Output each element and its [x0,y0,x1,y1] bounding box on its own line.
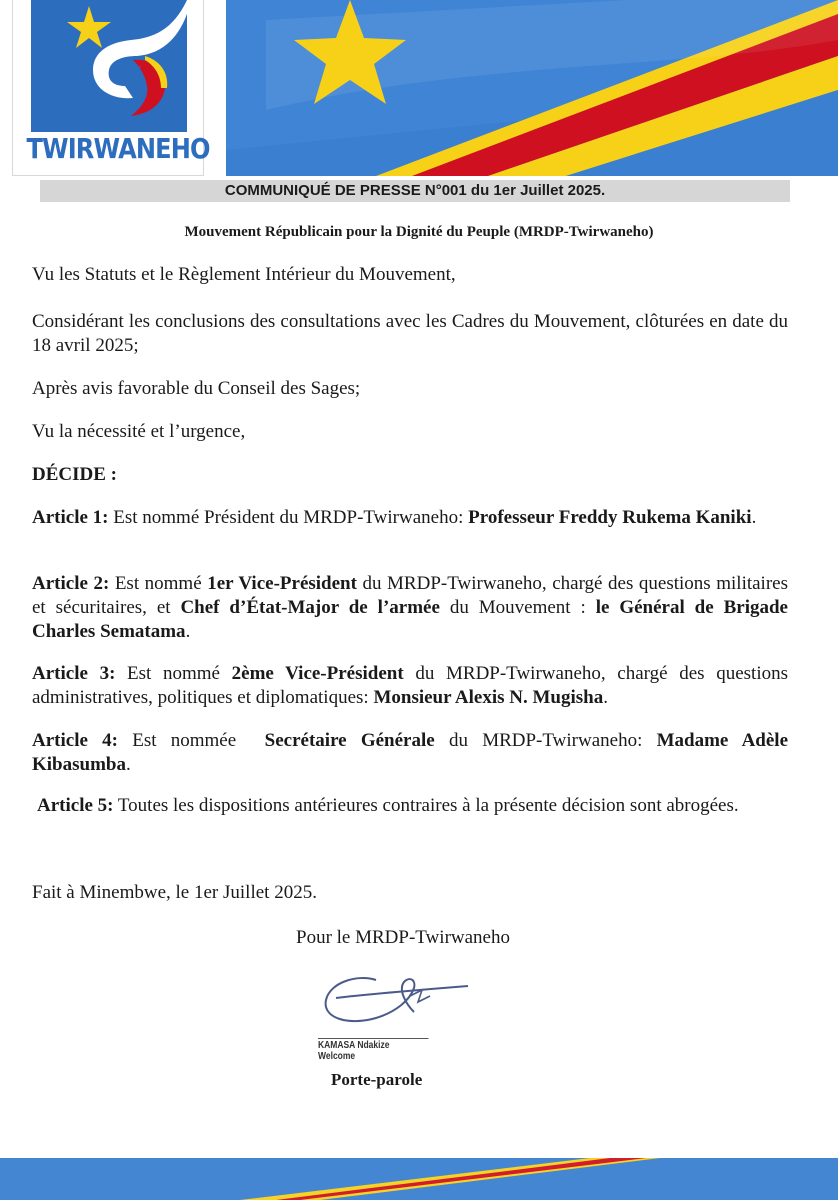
article-end: . [125,754,131,775]
article-text: Est nommé Président du MRDP-Twirwaneho: [108,507,469,528]
appointee-name: Professeur Freddy Rukema Kaniki [468,507,752,528]
article-label: Article 5: [37,795,114,816]
article-text: du MRDP-Twirwaneho: [434,730,657,751]
logo-wordmark: TWIRWANEHO [26,132,210,165]
article-5 [37,794,793,818]
signatory-role: Porte-parole [331,1070,423,1089]
preamble-urgency: Vu la nécessité et l’urgence, [32,421,246,442]
handwritten-signature [318,960,478,1040]
article-label: Article 1: [32,507,109,528]
article-text: Toutes les dispositions antérieures contraires à la présente décision sont abrogées. [113,795,739,816]
preamble-consultations: Considérant les conclusions des consultations avec les Cadres du Mouvement, clôturées en date du 18 avril 2025; [32,311,788,356]
article-text: du Mouvement : [439,597,596,618]
article-text: Est nommée [117,730,265,751]
article-2 [32,572,788,644]
footer-flag-strip [0,1158,838,1200]
article-3 [32,662,788,710]
appointee-name: Monsieur Alexis N. Mugisha [373,687,604,708]
article-label: Article 3: [32,663,116,684]
letterhead [0,0,838,178]
preamble-statutes: Vu les Statuts et le Règlement Intérieur du Mouvement, [32,264,456,285]
article-label: Article 2: [32,573,110,594]
article-text: du MRDP-Twirwaneho, chargé des questions militaires et sécuritaires, et [32,573,788,618]
movement-name: Mouvement Républicain pour la Dignité du Peuple (MRDP-Twirwaneho) [184,224,654,240]
signature-for: Pour le MRDP-Twirwaneho [296,927,510,948]
position-title: Secrétaire Générale [264,730,435,751]
appointee-name: Madame Adèle Kibasumba [32,730,788,775]
article-end: . [185,621,191,642]
article-text: Est nommé [109,573,208,594]
article-4 [32,729,788,777]
article-end: . [603,687,608,708]
article-end: . [751,507,757,528]
article-text: du MRDP-Twirwaneho, chargé des questions administratives, politiques et diplomatiques: [32,663,788,708]
position-title: 2ème Vice-Président [231,663,404,684]
press-release-title: COMMUNIQUÉ DE PRESSE N°001 du 1er Juillet 2025. [40,180,790,202]
article-1 [32,506,788,530]
place-date: Fait à Minembwe, le 1er Juillet 2025. [32,882,317,903]
signatory-name: KAMASA Ndakize Welcome [318,1038,429,1062]
drc-flag-image [226,0,838,176]
article-text: Est nommé [115,663,232,684]
position-title: 1er Vice-Président [207,573,357,594]
position-title: Chef d’État-Major de l’armée [180,597,440,618]
appointee-name: le Général de Brigade Charles Sematama [32,597,788,642]
article-label: Article 4: [32,730,118,751]
eagle-star-emblem-icon [13,0,205,132]
preamble-council: Après avis favorable du Conseil des Sages; [32,378,361,399]
twirwaneho-logo [12,0,210,176]
decide-heading: DÉCIDE : [32,464,117,485]
